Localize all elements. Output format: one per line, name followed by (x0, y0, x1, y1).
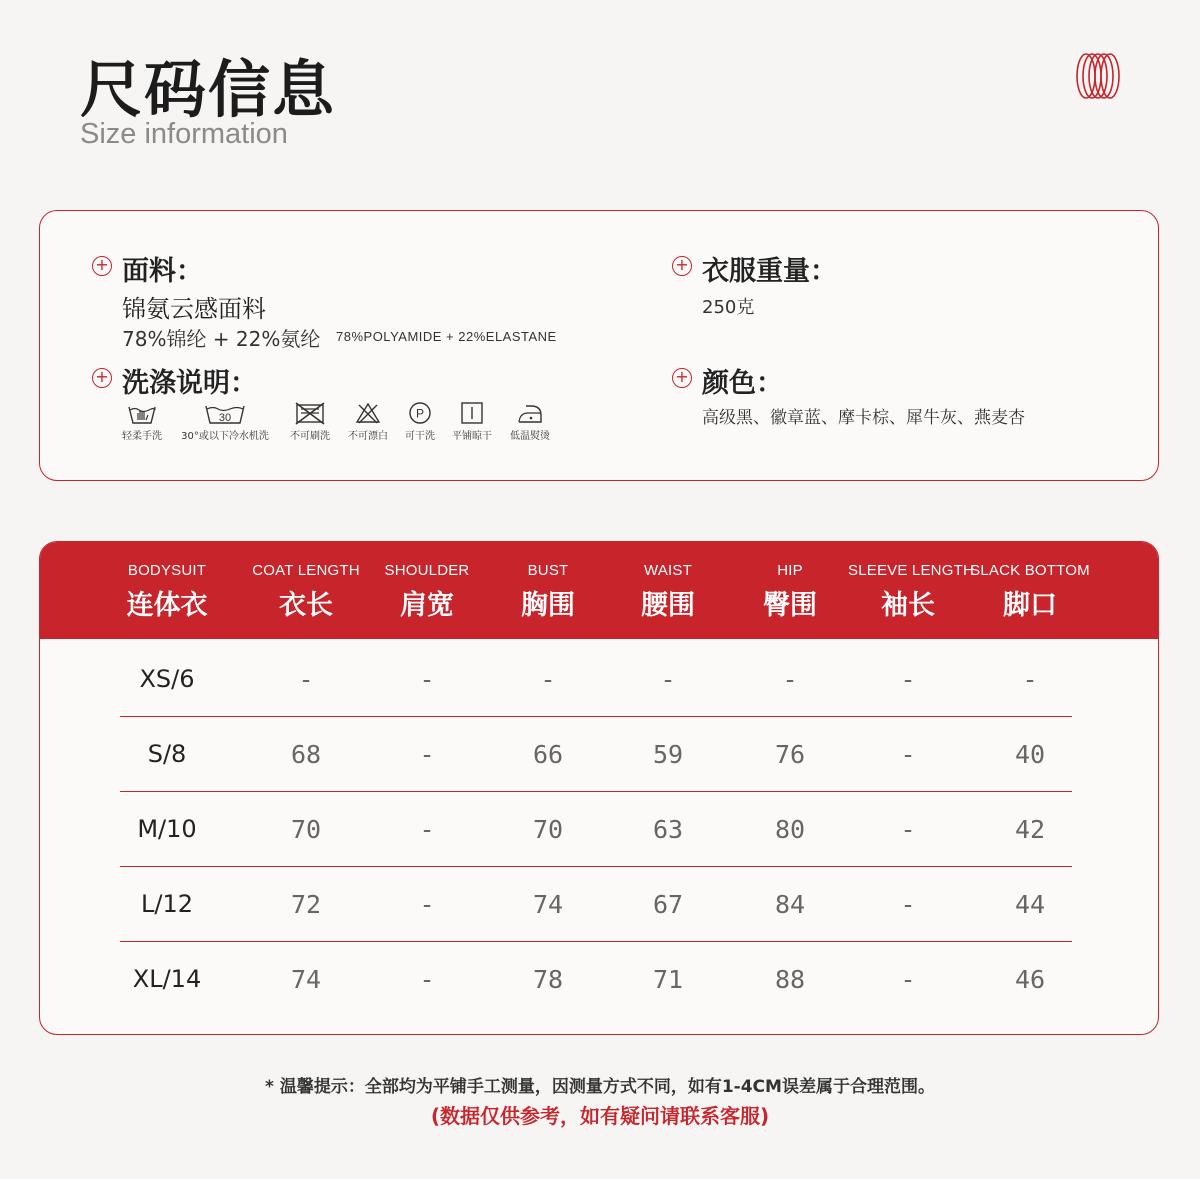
table-cell: - (419, 890, 435, 919)
table-cell: 59 (652, 740, 684, 769)
reference-note: (数据仅供参考，如有疑问请联系客服) (430, 1104, 770, 1128)
svg-text:P: P (415, 406, 425, 421)
table-cell: 44 (1014, 890, 1046, 919)
care-item (174, 401, 276, 442)
fabric-composition-en: 78%POLYAMIDE + 22%ELASTANE (336, 329, 557, 344)
care-label: 30°或以下冷水机洗 (181, 431, 269, 442)
fabric-name: 锦氨云感面料 (122, 295, 266, 323)
weight-label: 衣服重量： (702, 256, 837, 287)
care-item (504, 401, 556, 442)
fabric-label: 面料： (122, 256, 203, 287)
table-cell: - (900, 740, 916, 769)
table-cell: 76 (774, 740, 806, 769)
size-label: XS/6 (139, 665, 195, 693)
table-header (40, 542, 1158, 639)
table-cell: 72 (290, 890, 322, 919)
table-cell: - (298, 665, 314, 694)
plus-icon: + (672, 256, 692, 276)
table-cell: 70 (532, 815, 564, 844)
table-cell: 40 (1014, 740, 1046, 769)
table-cell: 78 (532, 965, 564, 994)
table-cell: - (540, 665, 556, 694)
fabric-composition-cn: 78%锦纶 + 22%氨纶 (122, 327, 321, 351)
care-label: 平铺晾干 (452, 431, 492, 442)
table-cell: 63 (652, 815, 684, 844)
column-header: BODYSUIT 连体衣 (126, 562, 208, 621)
table-cell: - (1022, 665, 1038, 694)
column-header: SHOULDER 肩宽 (384, 562, 470, 621)
table-cell: 74 (532, 890, 564, 919)
care-label: 可干洗 (405, 431, 435, 442)
table-cell: - (419, 965, 435, 994)
colors-label: 颜色： (702, 368, 783, 399)
wash-30-icon (204, 401, 246, 425)
care-item (446, 401, 498, 442)
care-item (342, 401, 394, 442)
table-row (120, 642, 1072, 717)
table-row (120, 717, 1072, 792)
measurement-note: * 温馨提示：全部均为平铺手工测量，因测量方式不同，如有1-4CM误差属于合理范围。 (265, 1077, 935, 1097)
hand-wash-icon (127, 401, 157, 425)
page-title: 尺码信息 (80, 53, 337, 126)
no-bleach-icon (355, 401, 381, 425)
table-cell: 67 (652, 890, 684, 919)
column-header: HIP 臀围 (763, 562, 817, 621)
table-cell: 42 (1014, 815, 1046, 844)
care-item (398, 401, 442, 442)
table-cell: - (419, 740, 435, 769)
size-label: S/8 (147, 740, 187, 768)
size-table (39, 541, 1159, 1035)
table-row (120, 942, 1072, 1017)
care-label: 轻柔手洗 (122, 431, 162, 442)
column-header: WAIST 腰围 (641, 562, 695, 621)
column-header: SLACK BOTTOM 脚口 (970, 562, 1090, 621)
washing-label: 洗涤说明： (122, 368, 257, 399)
table-cell: - (900, 815, 916, 844)
dry-clean-p-icon (407, 401, 433, 425)
plus-icon: + (92, 368, 112, 388)
column-header: BUST 胸围 (521, 562, 575, 621)
table-cell: 84 (774, 890, 806, 919)
care-label: 不可漂白 (348, 431, 388, 442)
page-subtitle: Size information (80, 118, 288, 150)
table-cell: 66 (532, 740, 564, 769)
table-cell: - (782, 665, 798, 694)
no-brush-icon (293, 401, 327, 425)
svg-text:30: 30 (218, 412, 232, 424)
size-label: XL/14 (132, 965, 202, 993)
care-item (114, 401, 170, 442)
table-cell: - (900, 665, 916, 694)
flat-dry-icon (459, 401, 485, 425)
weight-value: 250克 (702, 297, 755, 318)
table-row (120, 867, 1072, 942)
column-header: COAT LENGTH 衣长 (252, 562, 360, 621)
size-label: M/10 (137, 815, 197, 843)
table-cell: - (419, 815, 435, 844)
table-cell: - (419, 665, 435, 694)
brand-rings-icon (1072, 50, 1124, 102)
table-cell: - (900, 890, 916, 919)
column-header: SLEEVE LENGTH 袖长 (848, 562, 974, 621)
table-cell: 74 (290, 965, 322, 994)
care-label: 不可刷洗 (290, 431, 330, 442)
table-cell: 70 (290, 815, 322, 844)
table-row (120, 792, 1072, 867)
size-label: L/12 (141, 890, 193, 918)
low-iron-icon (516, 401, 544, 425)
plus-icon: + (672, 368, 692, 388)
plus-icon: + (92, 256, 112, 276)
table-cell: 71 (652, 965, 684, 994)
care-label: 低温熨烫 (510, 431, 550, 442)
product-info-card (39, 210, 1159, 481)
table-cell: 68 (290, 740, 322, 769)
colors-value: 高级黑、徽章蓝、摩卡棕、犀牛灰、燕麦杏 (702, 408, 1025, 428)
table-cell: - (660, 665, 676, 694)
table-cell: 88 (774, 965, 806, 994)
table-cell: - (900, 965, 916, 994)
table-cell: 46 (1014, 965, 1046, 994)
care-item (284, 401, 336, 442)
table-cell: 80 (774, 815, 806, 844)
